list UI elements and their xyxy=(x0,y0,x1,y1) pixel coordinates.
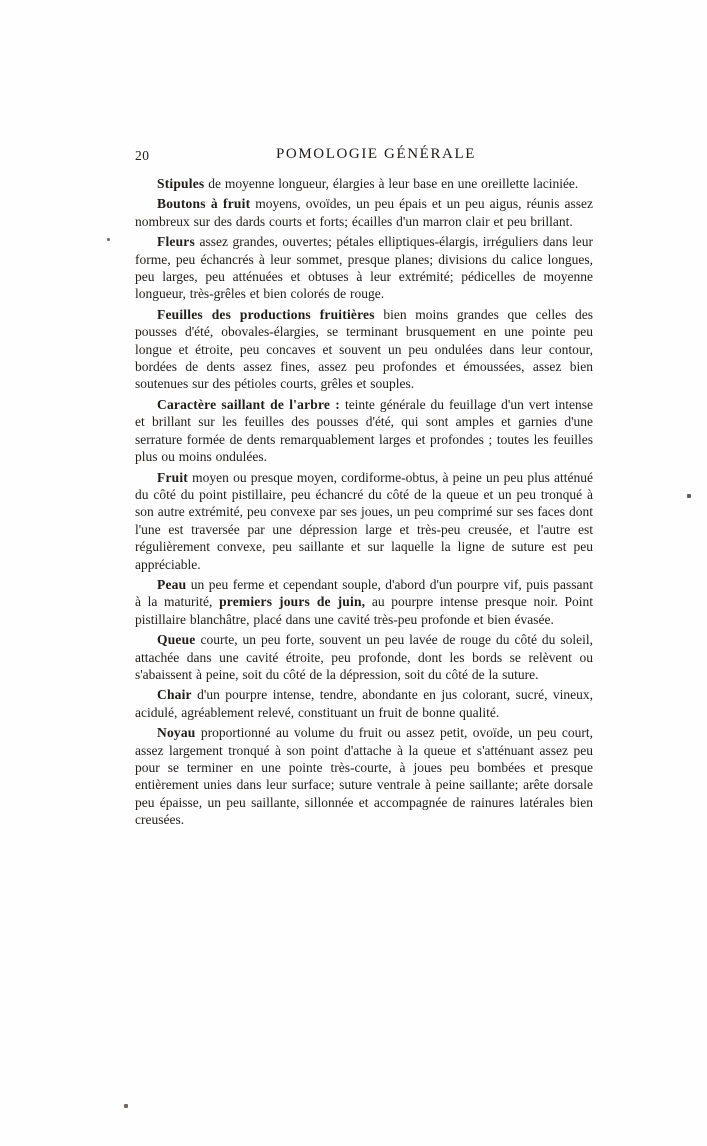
paragraph xyxy=(135,306,593,393)
paragraph-text: moyen ou presque moyen, cordiforme-obtus, à peine un peu plus atténué du côté du point pistillaire, peu échancré du côté de la queue et un peu tronqué à son autre extrémité, peu convexe par ses joues, un peu comprimé sur ses faces dont l'une est traversée par une dépression large et très-peu creusée, et l'autre est régulièrement convexe, peu saillante et sur laquelle la ligne de suture est peu appréciable. xyxy=(135,469,593,572)
running-header xyxy=(135,146,593,166)
paragraph-text: courte, un peu forte, souvent un peu lavée de rouge du côté du soleil, attachée dans une cavité étroite, peu profonde, dont les bords se relèvent ou s'abaissent à peine, soit du côté de la dépression, soit du côté de la suture. xyxy=(135,632,593,682)
page-body xyxy=(135,175,593,832)
paragraph-lead: Queue xyxy=(157,632,196,648)
paragraph-lead: Boutons à fruit xyxy=(157,196,251,212)
paragraph-lead: Feuilles des productions fruitières xyxy=(157,306,375,322)
paragraph-text: un peu ferme et cependant souple, d'abord d'un pourpre vif, puis passant à la maturité, xyxy=(135,576,593,610)
paragraph-lead: Chair xyxy=(157,687,192,703)
scan-speck xyxy=(107,238,110,241)
scan-speck xyxy=(687,494,691,498)
paragraph-text: teinte générale du feuillage d'un vert intense et brillant sur les feuilles des pousses d'été, qui sont amples et garnies d'une serrature formée de dents remarquablement larges et profondes ; toutes les feuilles plus ou moins ondulées. xyxy=(135,396,593,465)
paragraph xyxy=(135,195,593,230)
scan-speck xyxy=(124,1104,128,1108)
paragraph-lead: premiers jours de juin, xyxy=(219,594,366,610)
paragraph-text: au pourpre intense presque noir. Point pistillaire blanchâtre, placé dans une cavité très-peu profonde et bien évasée. xyxy=(135,594,594,627)
page-number: 20 xyxy=(135,148,150,163)
paragraph-text: assez grandes, ouvertes; pétales elliptiques-élargis, irréguliers dans leur forme, peu échancrés à leur sommet, presque planes; divisions du calice longues, peu larges, peu atténuées et obtuses à leur extrémité; pédicelles de moyenne longueur, très-grêles et bien colorés de rouge. xyxy=(135,234,593,302)
paragraph xyxy=(135,631,593,683)
paragraph-lead: Noyau xyxy=(157,725,196,741)
paragraph-lead: Peau xyxy=(157,576,187,592)
paragraph-text: de moyenne longueur, élargies à leur base en une oreillette laciniée. xyxy=(204,176,579,191)
paragraph-lead: Stipules xyxy=(157,176,205,191)
paragraph xyxy=(135,576,593,628)
paragraph-lead: Fleurs xyxy=(157,234,195,250)
paragraph-text: bien moins grandes que celles des pousses d'été, obovales-élargies, se terminant brusquement en une pointe peu longue et étroite, peu concaves et souvent un peu ondulées dans leur contour, bordées de dents assez fines, assez peu profondes et émoussées, assez bien soutenues sur des pétioles courts, grêles et souples. xyxy=(135,306,594,392)
paragraph xyxy=(135,686,593,721)
paragraph-text: d'un pourpre intense, tendre, abondante en jus colorant, sucré, vineux, acidulé, agréablement relevé, constituant un fruit de bonne qualité. xyxy=(135,687,593,720)
paragraph xyxy=(135,233,593,303)
paragraph-text: moyens, ovoïdes, un peu épais et un peu aigus, réunis assez nombreux sur des dards courts et forts; écailles d'un marron clair et peu brillant. xyxy=(135,196,593,229)
running-title: POMOLOGIE GÉNÉRALE xyxy=(275,146,477,162)
paragraph xyxy=(135,469,593,573)
paragraph-text: proportionné au volume du fruit ou assez petit, ovoïde, un peu court, assez largement tronqué à son point d'attache à la queue et s'atténuant assez peu pour se terminer en une pointe très-courte, à joues peu bombées et presque entièrement unies dans leur surface; suture ventrale à peine saillante; arête dorsale peu épaisse, un peu saillante, sillonnée et accompagnée de rainures latérales bien creusées. xyxy=(135,725,593,828)
paragraph-lead: Caractère saillant de l'arbre : xyxy=(157,396,340,412)
paragraph xyxy=(135,175,593,192)
paragraph-lead: Fruit xyxy=(157,469,188,485)
paragraph xyxy=(135,724,593,828)
paragraph xyxy=(135,396,593,466)
